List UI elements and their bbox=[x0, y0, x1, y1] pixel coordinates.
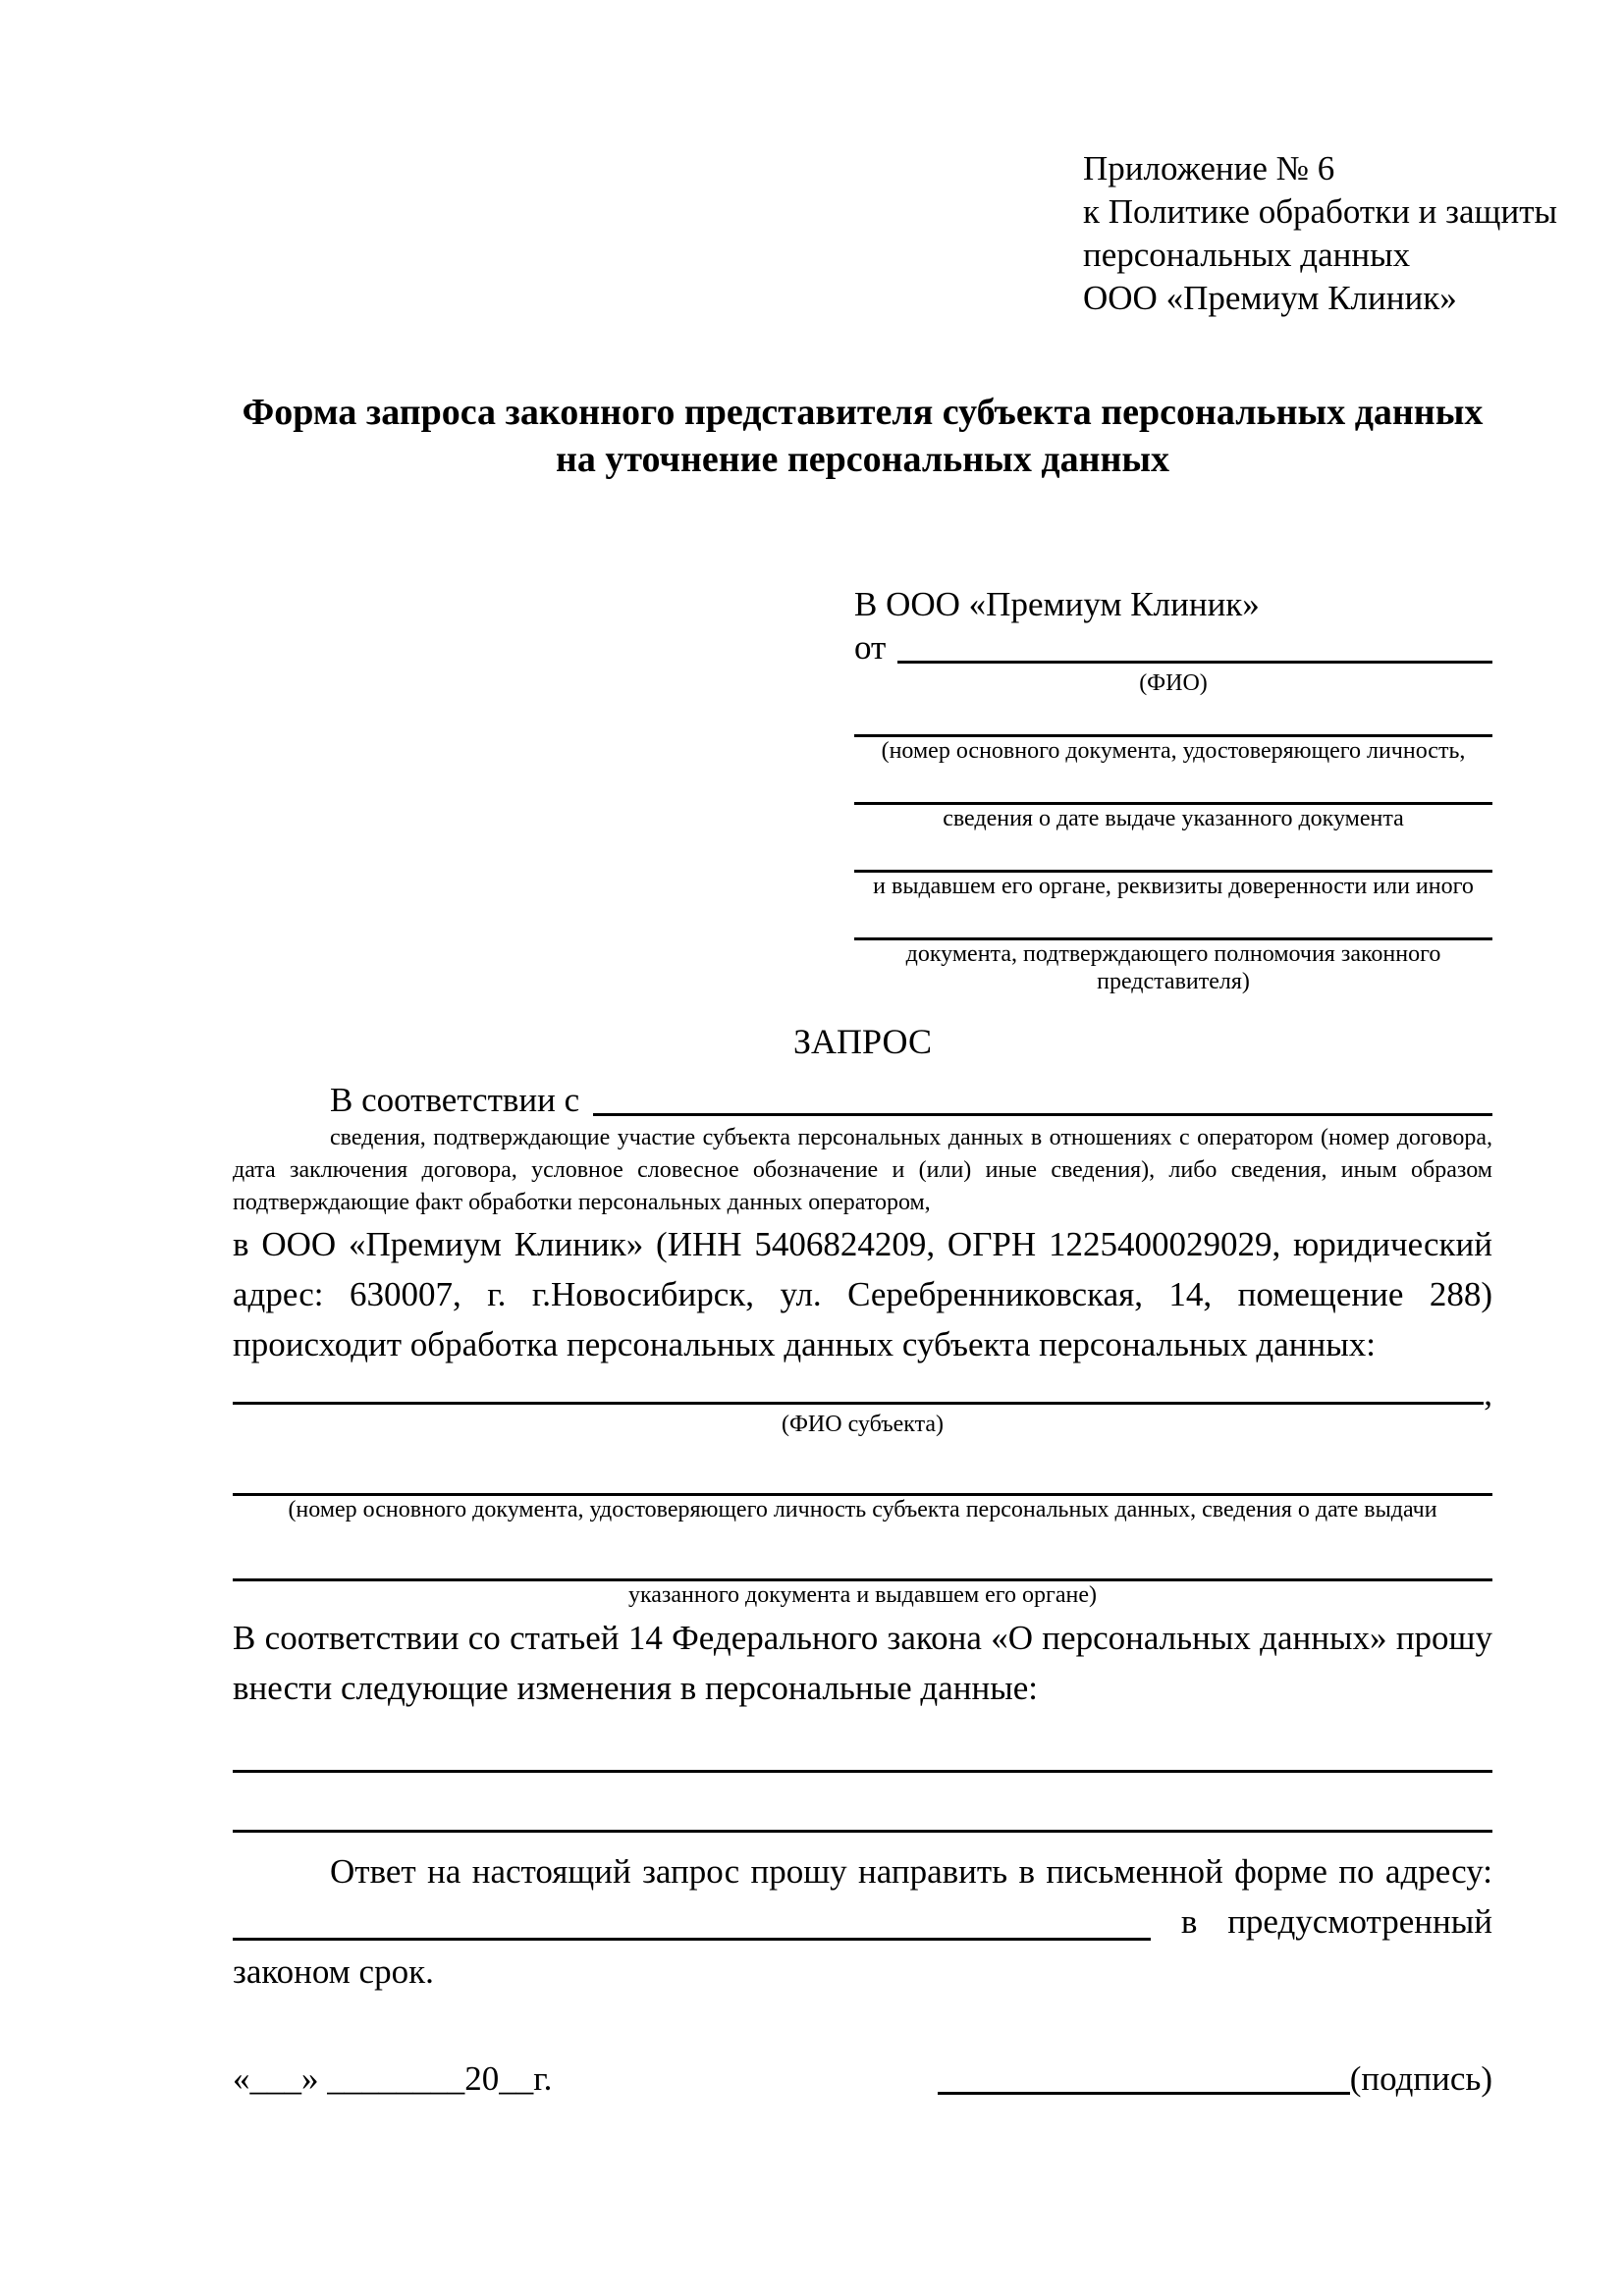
trailing-comma: , bbox=[1484, 1374, 1492, 1413]
form-title-line-2: на уточнение персональных данных bbox=[555, 439, 1170, 480]
representative-doc-blank-line bbox=[854, 776, 1492, 805]
fio-caption: (ФИО) bbox=[1139, 670, 1208, 696]
from-row bbox=[854, 626, 1492, 669]
subject-fio-blank-line bbox=[233, 1402, 1484, 1405]
amendment-blank-line bbox=[233, 1742, 1492, 1773]
signature-caption: (подпись) bbox=[1349, 2059, 1492, 2098]
reply-address-row bbox=[233, 1896, 1492, 1947]
from-label: от bbox=[854, 628, 887, 667]
from-blank-line bbox=[897, 661, 1492, 664]
subject-fio-caption: (ФИО субъекта) bbox=[781, 1412, 945, 1437]
representative-doc-blank-line bbox=[854, 912, 1492, 940]
relationship-note: сведения, подтверждающие участие субъекта персональных данных в отношениях с оператором (номер договора, дата заключения договора, условное словесное обозначение и (или) иные сведения), либо сведения, иным образом подтверждающие факт обработки персональных данных оператором, bbox=[233, 1125, 1492, 1215]
reply-word-in: в bbox=[1180, 1902, 1198, 1941]
representative-doc-blank-line bbox=[854, 709, 1492, 737]
subject-doc-caption-1: (номер основного документа, удостоверяющего личность субъекта персональных данных, сведения о дате выдачи bbox=[288, 1497, 1437, 1522]
amendment-paragraph: В соответствии со статьей 14 Федерального закона «О персональных данных» прошу внести следующие изменения в персональные данные: bbox=[233, 1619, 1492, 1707]
form-title-line-1: Форма запроса законного представителя субъекта персональных данных bbox=[242, 392, 1484, 433]
subject-doc-blank-line bbox=[233, 1549, 1492, 1581]
reply-sentence: Ответ на настоящий запрос прошу направить в письменной форме по адресу: bbox=[330, 1852, 1492, 1891]
representative-doc-caption: (номер основного документа, удостоверяющего личность, bbox=[881, 738, 1466, 764]
signature-group bbox=[938, 2057, 1492, 2101]
signature-block bbox=[233, 2057, 1492, 2101]
subject-doc-blank-line bbox=[233, 1464, 1492, 1496]
appendix-line: к Политике обработки и защиты bbox=[1083, 192, 1558, 231]
appendix-line: ООО «Премиум Клиник» bbox=[1083, 279, 1457, 317]
appendix-line: персональных данных bbox=[1083, 236, 1411, 274]
representative-doc-caption: документа, подтверждающего полномочия законного представителя) bbox=[905, 941, 1441, 994]
appendix-line: Приложение № 6 bbox=[1083, 149, 1335, 187]
representative-doc-blank-line bbox=[854, 844, 1492, 873]
operator-paragraph: в ООО «Премиум Клиник» (ИНН 5406824209, ОГРН 1225400029029, юридический адрес: 630007, г. г.Новосибирск, ул. Серебренниковская, 14, помещение 288) происходит обработка персональных данных субъекта персональных данных: bbox=[233, 1225, 1492, 1363]
reply-closing: законом срок. bbox=[233, 1952, 434, 1991]
reply-address-blank-line bbox=[233, 1938, 1151, 1941]
representative-doc-caption: сведения о дате выдаче указанного документа bbox=[943, 806, 1404, 831]
addressee-block bbox=[854, 583, 1492, 995]
according-label: В соответствии с bbox=[330, 1081, 580, 1119]
reply-word-stipulated: предусмотренный bbox=[1227, 1902, 1492, 1941]
addressee-organization: В ООО «Премиум Клиник» bbox=[854, 585, 1260, 623]
subject-fio-row bbox=[233, 1374, 1492, 1413]
according-blank-line bbox=[593, 1113, 1492, 1116]
amendment-blank-line bbox=[233, 1802, 1492, 1833]
subject-doc-caption-2: указанного документа и выдавшем его органе) bbox=[627, 1582, 1098, 1608]
request-heading: ЗАПРОС bbox=[793, 1022, 932, 1061]
form-title bbox=[233, 389, 1492, 483]
appendix-block bbox=[1083, 147, 1558, 320]
date-blank: «___» ________20__г. bbox=[233, 2059, 553, 2098]
representative-doc-caption: и выдавшем его органе, реквизиты доверенности или иного bbox=[873, 874, 1474, 899]
according-row bbox=[233, 1079, 1492, 1122]
signature-blank-line bbox=[938, 2092, 1350, 2095]
